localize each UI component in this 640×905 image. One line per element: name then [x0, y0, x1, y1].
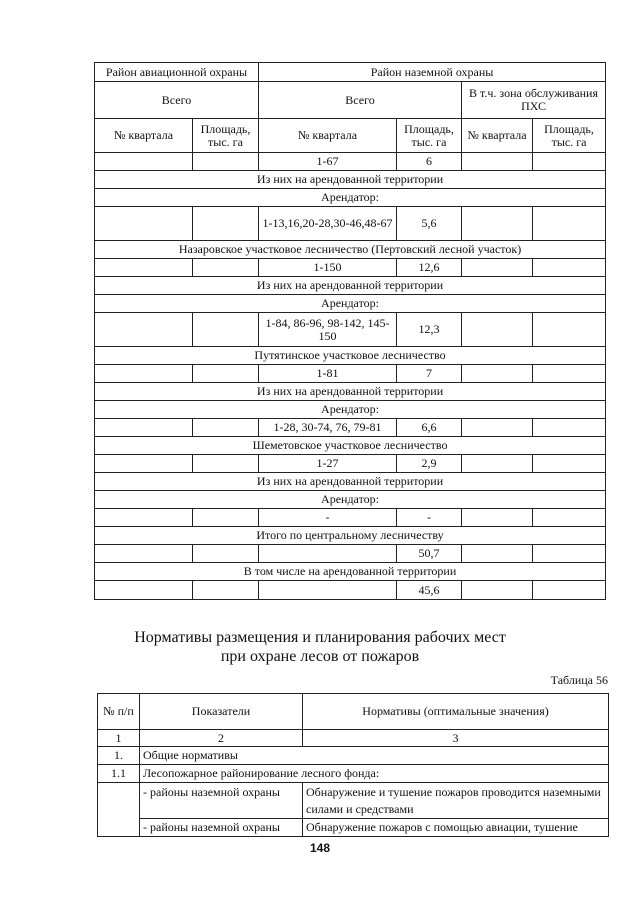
leased-total-label: В том числе на арендованной территории: [95, 563, 606, 581]
section-row: Из них на арендованной территории: [95, 171, 606, 189]
norms-table: [97, 693, 609, 837]
area-cell: -: [397, 509, 462, 527]
column-number-cell: 2: [140, 730, 303, 747]
total-area-cell: 50,7: [397, 545, 462, 563]
header-total-aviation: Всего: [95, 82, 259, 119]
header-total-ground: Всего: [259, 82, 462, 119]
header-phs-zone: В т.ч. зона обслуживания ПХС: [462, 82, 606, 119]
header-norms: Нормативы (оптимальные значения): [303, 694, 609, 730]
quarter-cell: -: [259, 509, 397, 527]
quarter-cell: 1-28, 30-74, 76, 79-81: [259, 419, 397, 437]
page-number: 148: [309, 841, 331, 855]
section-row: Арендатор:: [95, 295, 606, 313]
table-label: Таблица 56: [550, 673, 608, 687]
section-subtitle: при охране лесов от пожаров: [220, 648, 420, 665]
header-area: Площадь, тыс. га: [193, 119, 259, 153]
area-cell: 6,6: [397, 419, 462, 437]
quarter-cell: 1-150: [259, 259, 397, 277]
area-cell: 6: [397, 153, 462, 171]
section-row: Назаровское участковое лесничество (Пертовский лесной участок): [95, 241, 606, 259]
header-area: Площадь, тыс. га: [533, 119, 606, 153]
header-number: № п/п: [98, 694, 140, 730]
ground-protection-table: [94, 62, 606, 600]
norm-cell: Обнаружение и тушение пожаров проводится наземными силами и средствами: [303, 783, 609, 819]
quarter-cell: 1-81: [259, 365, 397, 383]
section-row: Путятинское участковое лесничество: [95, 347, 606, 365]
section-row: Из них на арендованной территории: [95, 473, 606, 491]
total-row-label: Итого по центральному лесничеству: [95, 527, 606, 545]
area-cell: 12,6: [397, 259, 462, 277]
header-quarter-no: № квартала: [95, 119, 193, 153]
header-aviation-district: Район авиационной охраны: [95, 63, 259, 82]
leased-area-cell: 45,6: [397, 581, 462, 600]
row-number: 1.1: [98, 765, 140, 783]
row-text: Лесопожарное районирование лесного фонда:: [140, 765, 609, 783]
section-title: Нормативы размещения и планирования рабочих мест: [134, 629, 506, 646]
header-quarter-no: № квартала: [259, 119, 397, 153]
section-row: Арендатор:: [95, 401, 606, 419]
column-number-cell: 1: [98, 730, 140, 747]
area-cell: 12,3: [397, 313, 462, 347]
section-row: Шеметовское участковое лесничество: [95, 437, 606, 455]
section-row: Из них на арендованной территории: [95, 383, 606, 401]
section-row: Арендатор:: [95, 189, 606, 207]
norm-cell: Обнаружение пожаров с помощью авиации, тушение: [303, 819, 609, 837]
quarter-cell: 1-27: [259, 455, 397, 473]
row-text: Общие нормативы: [140, 747, 609, 765]
quarter-cell: 1-84, 86-96, 98-142, 145-150: [259, 313, 397, 347]
column-number-cell: 3: [303, 730, 609, 747]
section-row: Из них на арендованной территории: [95, 277, 606, 295]
section-row: Арендатор:: [95, 491, 606, 509]
quarter-cell: 1-67: [259, 153, 397, 171]
quarter-cell: 1-13,16,20-28,30-46,48-67: [259, 207, 397, 241]
header-indicators: Показатели: [140, 694, 303, 730]
header-area: Площадь, тыс. га: [397, 119, 462, 153]
header-quarter-no: № квартала: [462, 119, 533, 153]
area-cell: 5,6: [397, 207, 462, 241]
header-ground-district: Район наземной охраны: [259, 63, 606, 82]
row-number: 1.: [98, 747, 140, 765]
area-cell: 2,9: [397, 455, 462, 473]
indicator-cell: - районы наземной охраны: [140, 783, 303, 819]
area-cell: 7: [397, 365, 462, 383]
indicator-cell: - районы наземной охраны: [140, 819, 303, 837]
